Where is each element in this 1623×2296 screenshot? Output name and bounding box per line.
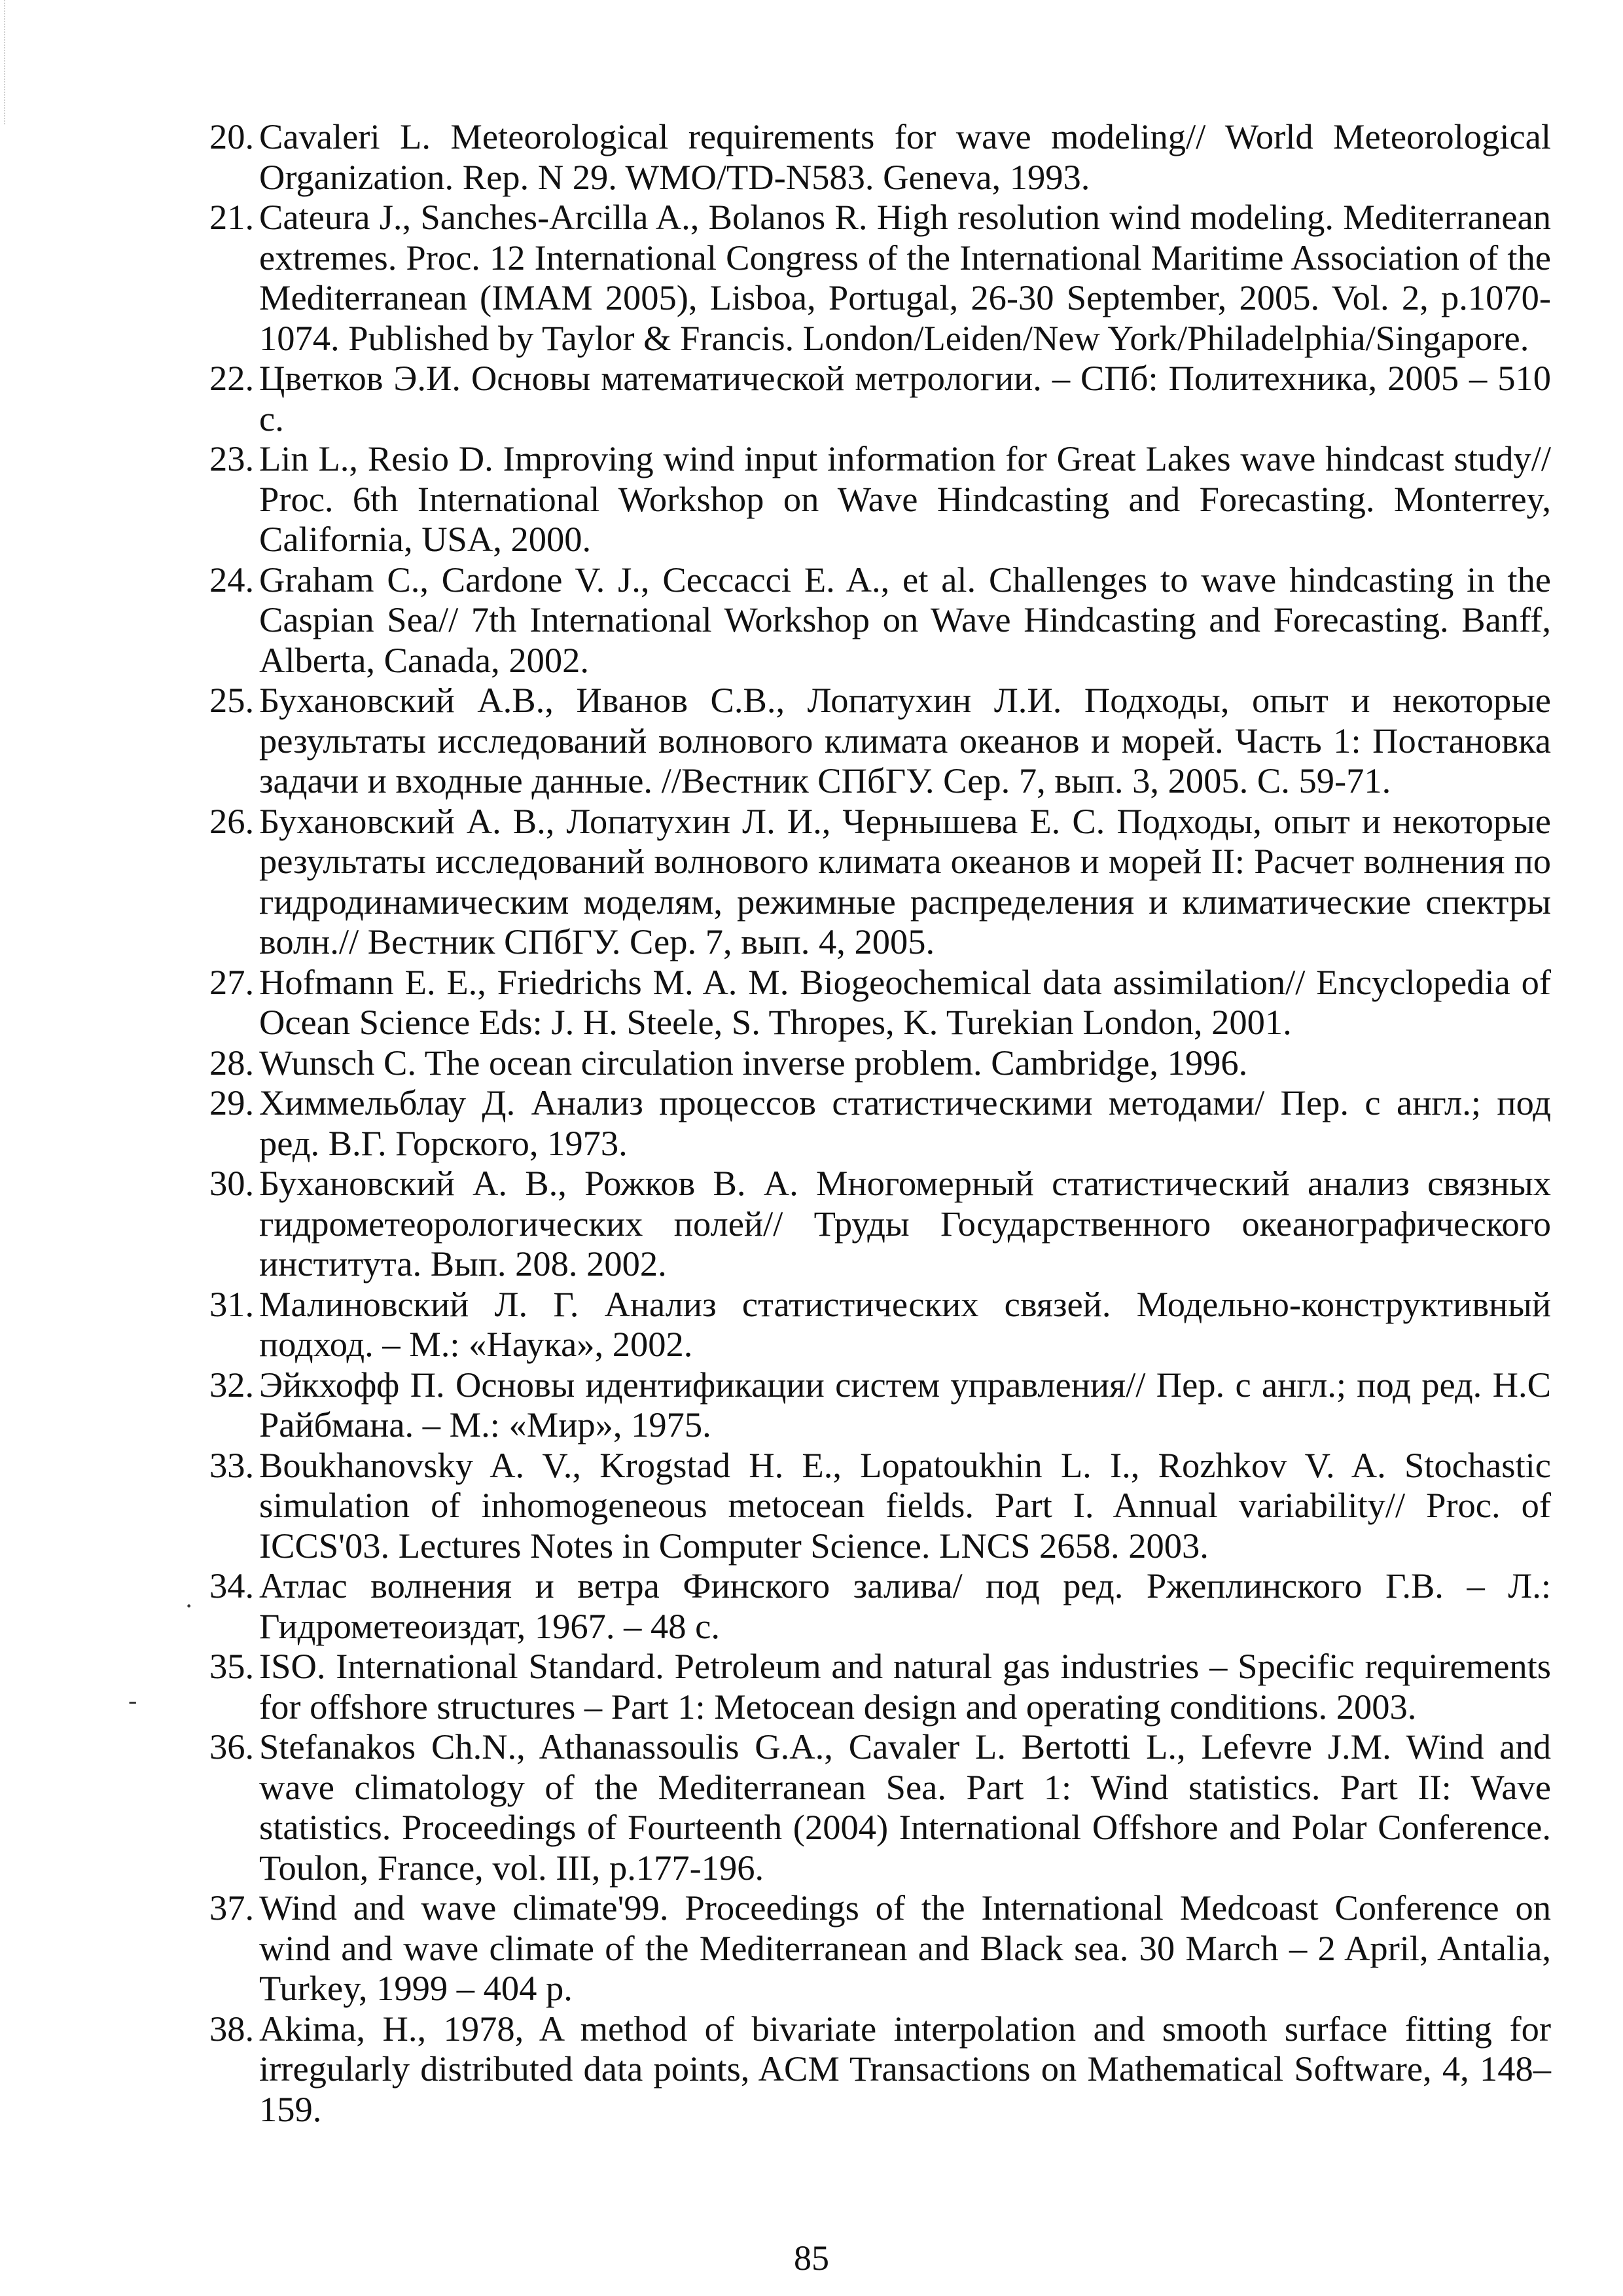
reference-number: 20. [209, 117, 255, 156]
reference-list [209, 117, 1551, 2129]
reference-item [209, 2009, 1551, 2130]
reference-number: 36. [209, 1727, 255, 1767]
reference-item [209, 1163, 1551, 1284]
reference-number: 26. [209, 800, 255, 841]
reference-text: Akima, H., 1978, A method of bivariate interpolation and smooth surface fitting for irregularly distributed data points, ACM Transactions on Mathematical Software, 4, 148–159. [259, 2008, 1551, 2129]
reference-text: Hofmann E. E., Friedrichs M. A. M. Biogeochemical data assimilation// Encyclopedia of Ocean Science Eds: J. H. Steele, S. Thropes, K. Turekian London, 2001. [259, 961, 1551, 1042]
reference-text: Wind and wave climate'99. Proceedings of the International Medcoast Conference on wind and wave climate of the Mediterranean and Black sea. 30 March – 2 April, Antalia, Turkey, 1999 – 404 p. [259, 1888, 1551, 2008]
reference-item [209, 197, 1551, 358]
reference-item [209, 962, 1551, 1043]
page-number: 85 [794, 2238, 829, 2278]
reference-text: Boukhanovsky A. V., Krogstad H. E., Lopatoukhin L. I., Rozhkov V. A. Stochastic simulation of inhomogeneous metocean fields. Part I. Annual variability// Proc. of ICCS'03. Lectures Notes in Computer Science. LNCS 2658. 2003. [259, 1444, 1551, 1566]
reference-number: 34. [209, 1566, 255, 1605]
reference-number: 23. [209, 439, 255, 478]
reference-item [209, 1365, 1551, 1445]
reference-item [209, 1727, 1551, 1888]
reference-text: Атлас волнения и ветра Финского залива/ под ред. Ржеплинского Г.В. – Л.: Гидрометеоиздат, 1967. – 48 с. [259, 1566, 1551, 1646]
reference-item [209, 358, 1551, 439]
reference-number: 30. [209, 1163, 255, 1203]
reference-number: 28. [209, 1042, 255, 1083]
reference-text: Малиновский Л. Г. Анализ статистических связей. Модельно-конструктивный подход. – М.: «Наука», 2002. [259, 1283, 1551, 1364]
reference-text: Химмельблау Д. Анализ процессов статистическими методами/ Пер. с англ.; под ред. В.Г. Горского, 1973. [259, 1083, 1551, 1163]
reference-item [209, 1043, 1551, 1083]
reference-item [209, 801, 1551, 962]
reference-number: 21. [209, 197, 255, 237]
reference-item [209, 117, 1551, 197]
reference-number: 35. [209, 1646, 255, 1686]
reference-item [209, 560, 1551, 681]
reference-text: Lin L., Resio D. Improving wind input information for Great Lakes wave hindcast study// Proc. 6th International Workshop on Wave Hindcasting and Forecasting. Monterrey, California, USA, 2000. [259, 439, 1551, 559]
reference-text: Wunsch C. The ocean circulation inverse problem. Cambridge, 1996. [259, 1042, 1248, 1083]
scan-edge-artifact [4, 0, 7, 124]
reference-number: 27. [209, 961, 255, 1002]
reference-number: 38. [209, 2008, 255, 2049]
reference-text: Cavaleri L. Meteorological requirements for wave modeling// World Meteorological Organization. Rep. N 29. WMO/TD-N583. Geneva, 1993. [259, 117, 1551, 197]
reference-text: Бухановский А. В., Лопатухин Л. И., Чернышева Е. С. Подходы, опыт и некоторые результаты исследований волнового климата океанов и морей II: Расчет волнения по гидродинамическим моделям, режимные распределения и климатические спектры волн.// Вестник СПбГУ. Сер. 7, вып. 4, 2005. [259, 800, 1551, 961]
reference-text: Цветков Э.И. Основы математической метрологии. – СПб: Политехника, 2005 – 510 с. [259, 358, 1551, 439]
reference-text: Cateura J., Sanches-Arcilla A., Bolanos R. High resolution wind modeling. Mediterranean extremes. Proc. 12 International Congress of the International Maritime Association of the Mediterranean (IMAM 2005), Lisboa, Portugal, 26-30 September, 2005. Vol. 2, p.1070-1074. Published by Taylor & Francis. London/Leiden/New York/Philadelphia/Singapore. [259, 197, 1551, 358]
reference-item [209, 1445, 1551, 1566]
reference-item [209, 1566, 1551, 1646]
reference-number: 29. [209, 1083, 255, 1122]
reference-item [209, 1646, 1551, 1727]
reference-item [209, 680, 1551, 801]
reference-number: 24. [209, 559, 255, 600]
stray-dash-mark: - [128, 1685, 137, 1715]
reference-number: 22. [209, 358, 255, 398]
reference-number: 31. [209, 1283, 255, 1324]
reference-text: Эйкхофф П. Основы идентификации систем управления// Пер. с англ.; под ред. Н.С Райбмана. – М.: «Мир», 1975. [259, 1364, 1551, 1444]
reference-number: 33. [209, 1444, 255, 1485]
reference-item [209, 1284, 1551, 1365]
reference-number: 25. [209, 680, 255, 720]
reference-number: 32. [209, 1364, 255, 1405]
stray-dot-mark: · [185, 1591, 194, 1621]
reference-text: Graham C., Cardone V. J., Ceccacci E. A., et al. Challenges to wave hindcasting in the Caspian Sea// 7th International Workshop on Wave Hindcasting and Forecasting. Banff, Alberta, Canada, 2002. [259, 559, 1551, 680]
reference-item [209, 439, 1551, 560]
reference-text: Stefanakos Ch.N., Athanassoulis G.A., Cavaler L. Bertotti L., Lefevre J.M. Wind and wave climatology of the Mediterranean Sea. Part 1: Wind statistics. Part II: Wave statistics. Proceedings of Fourteenth (2004) International Offshore and Polar Conference. Toulon, France, vol. III, p.177-196. [259, 1727, 1551, 1888]
reference-item [209, 1888, 1551, 2009]
reference-text: Бухановский А.В., Иванов С.В., Лопатухин Л.И. Подходы, опыт и некоторые результаты исследований волнового климата океанов и морей. Часть 1: Постановка задачи и входные данные. //Вестник СПбГУ. Сер. 7, вып. 3, 2005. С. 59-71. [259, 680, 1551, 800]
reference-number: 37. [209, 1888, 255, 1928]
reference-text: ISO. International Standard. Petroleum and natural gas industries – Specific requirements for offshore structures – Part 1: Metocean design and operating conditions. 2003. [259, 1646, 1551, 1727]
reference-item [209, 1083, 1551, 1163]
reference-text: Бухановский А. В., Рожков В. А. Многомерный статистический анализ связных гидрометеорологических полей// Труды Государственного океанографического института. Вып. 208. 2002. [259, 1163, 1551, 1283]
